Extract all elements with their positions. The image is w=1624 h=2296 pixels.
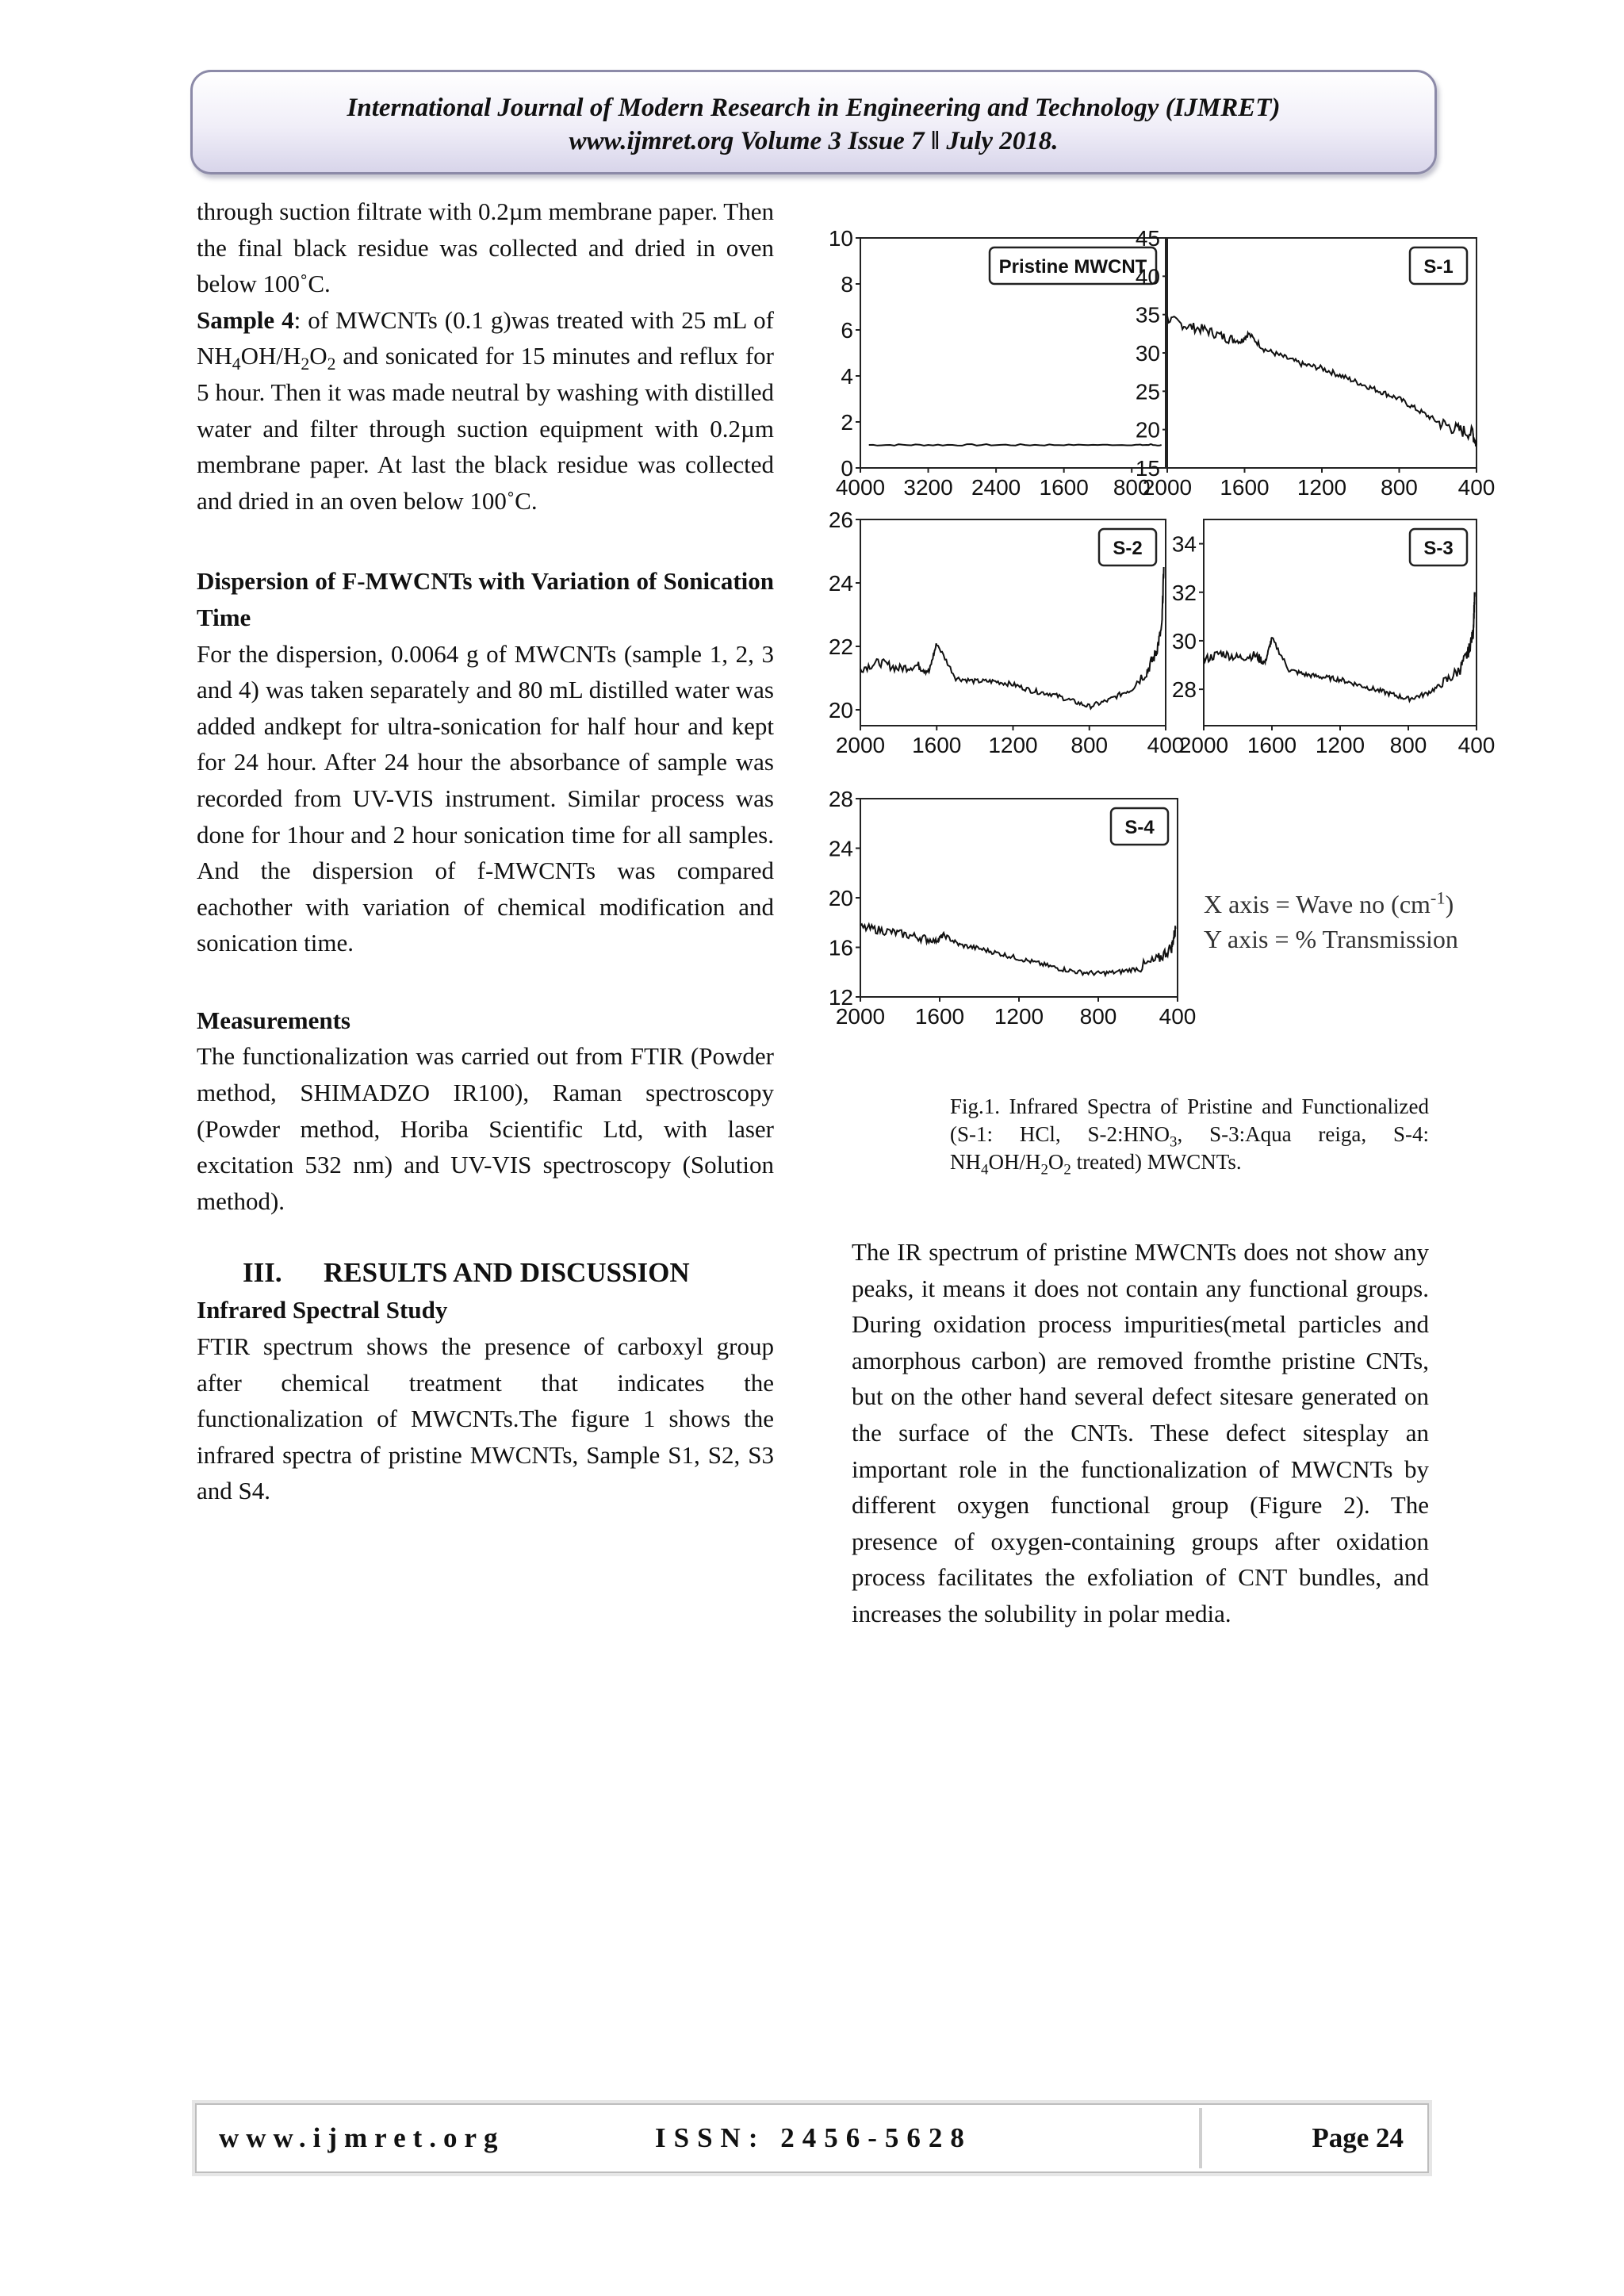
y-tick-label: 34	[1171, 531, 1197, 557]
x-tick-label: 1600	[914, 1004, 965, 1029]
caption-text-a: Fig.1. Infrared Spectra of Pristine and Functionalized (S-1: HCl, S-2:HNO	[950, 1094, 1429, 1146]
x-tick-label: 3200	[903, 475, 953, 500]
panel-title: S-3	[1423, 538, 1454, 559]
journal-title: International Journal of Modern Research in Engineering and Technology (IJMRET)	[347, 94, 1281, 122]
x-tick-label: 2000	[1178, 733, 1229, 757]
y-tick-label: 25	[1135, 379, 1160, 404]
x-tick-label: 2000	[835, 733, 886, 757]
caption-text-d: O	[1048, 1150, 1064, 1174]
y-tick-label: 20	[828, 886, 853, 910]
x-tick-label: 1600	[912, 733, 962, 757]
x-tick-label: 800	[1113, 475, 1151, 500]
y-tick-label: 20	[1135, 417, 1160, 443]
legend-x	[1204, 887, 1458, 922]
x-tick-label: 1200	[988, 733, 1038, 757]
panel-title: S-1	[1423, 256, 1454, 278]
x-tick-label: 400	[1457, 475, 1496, 500]
panel-title: S-2	[1113, 538, 1143, 559]
y-tick-label: 45	[1135, 226, 1160, 251]
footer-divider	[1199, 2108, 1202, 2168]
x-tick-label: 400	[1159, 1004, 1197, 1029]
x-tick-label: 800	[1079, 1004, 1117, 1029]
sub: 3	[1170, 1133, 1178, 1151]
sub: 4	[981, 1161, 989, 1179]
legend-x-text: X axis = Wave no (cm	[1204, 890, 1431, 918]
left-column	[197, 194, 774, 1509]
footer-site: www.ijmret.org	[219, 2122, 505, 2153]
caption-text-c: OH/H	[988, 1150, 1041, 1174]
paragraph-ir: FTIR spectrum shows the presence of carboxyl group after chemical treatment that indicates the functionalization of MWCNTs.The figure 1 shows the infrared spectra of pristine MWCNTs, Sample S1, S2, S3 and S4.	[197, 1332, 774, 1505]
sample4-text-a: : of MWCNTs (0.1 g)was treated with 25 mL of NH	[197, 305, 774, 370]
x-tick-label: 800	[1071, 733, 1109, 757]
legend-x-close: )	[1445, 890, 1454, 918]
figure-caption	[950, 1093, 1430, 1179]
measurements-heading	[197, 1002, 774, 1039]
panel-title: Pristine MWCNT	[998, 256, 1147, 278]
y-tick-label: 15	[1135, 456, 1160, 481]
x-tick-label: 1600	[1039, 475, 1089, 500]
y-tick-label: 28	[1171, 677, 1197, 703]
x-tick-label: 1200	[1297, 475, 1347, 500]
y-tick-label: 40	[1135, 264, 1160, 289]
paragraph-sample3-end: through suction filtrate with 0.2µm membrane paper. Then the final black residue was collected and dried in oven below 100˚C.	[197, 197, 774, 298]
y-tick-label: 24	[828, 836, 853, 861]
legend-y: Y axis = % Transmission	[1204, 925, 1458, 953]
y-tick-label: 8	[841, 272, 853, 297]
y-tick-label: 12	[828, 985, 853, 1010]
sample4-text-d: and sonicated for 15 minutes and reflux for 5 hour. Then it was made neutral by washing with distilled water and filter through suction equipment with 0.2µm membrane paper. At last the black residue was collected and dried in an oven below 100˚C.	[197, 342, 774, 515]
section-title: RESULTS AND DISCUSSION	[324, 1257, 690, 1289]
section-heading	[197, 1254, 774, 1292]
spectrum-line	[860, 924, 1176, 975]
caption-text-e: treated) MWCNTs.	[1071, 1150, 1242, 1174]
x-tick-label: 400	[1147, 733, 1185, 757]
paragraph-measurements: The functionalization was carried out from FTIR (Powder method, SHIMADZO IR100), Raman spectroscopy (Powder method, Horiba Scientific Ltd, with laser excitation 532 nm) and UV-VIS spectroscopy (Solution method).	[197, 1042, 774, 1215]
section-number: III.	[243, 1257, 282, 1289]
measurements-heading-text: Measurements	[197, 1006, 350, 1034]
y-tick-label: 32	[1171, 580, 1197, 605]
y-tick-label: 30	[1135, 341, 1160, 366]
x-tick-label: 1200	[1315, 733, 1365, 757]
y-tick-label: 35	[1135, 302, 1160, 328]
x-tick-label: 4000	[835, 475, 886, 500]
spectrum-line	[1204, 592, 1475, 701]
sub: 2	[301, 355, 310, 374]
x-tick-label: 1200	[994, 1004, 1044, 1029]
paragraph-ir-discussion: The IR spectrum of pristine MWCNTs does not show any peaks, it means it does not contain any functional groups. During oxidation process impurities(metal particles and amorphous carbon) are removed fromthe pristine CNTs, but on the other hand several defect sitesare generated on the surface of the CNTs. These defect sitesplay an important role in the functionalization of MWCNTs by different oxygen functional group (Figure 2). The presence of oxygen-containing groups after oxidation process facilitates the exfoliation of CNT bundles, and increases the solubility in polar media.	[852, 1238, 1429, 1627]
sup: -1	[1430, 887, 1446, 908]
sample4-label: Sample 4	[197, 305, 294, 334]
y-tick-label: 26	[828, 508, 853, 532]
caption-text-b: , S-3:Aqua reiga, S-4: NH	[950, 1122, 1430, 1174]
x-tick-label: 800	[1389, 733, 1427, 757]
sub: 2	[1040, 1161, 1048, 1179]
y-tick-label: 4	[841, 364, 853, 389]
x-tick-label: 400	[1457, 733, 1496, 757]
x-tick-label: 2000	[1142, 475, 1193, 500]
footer-page-number: Page 24	[1312, 2122, 1404, 2153]
spectrum-panel-2	[1136, 226, 1496, 500]
sub: 2	[327, 355, 336, 374]
spectrum-panel-1	[829, 226, 1166, 500]
sub: 2	[1063, 1161, 1071, 1179]
spectrum-line	[860, 567, 1164, 709]
y-tick-label: 0	[841, 456, 853, 481]
x-tick-label: 800	[1381, 475, 1418, 500]
ir-heading-text: Infrared Spectral Study	[197, 1296, 448, 1324]
journal-header	[190, 70, 1437, 174]
x-tick-label: 1600	[1247, 733, 1297, 757]
journal-issue: www.ijmret.org Volume 3 Issue 7 ǁ July 2018.	[569, 127, 1059, 155]
figure-legend	[1204, 887, 1458, 956]
x-tick-label: 2000	[835, 1004, 886, 1029]
paragraph-sample4	[197, 302, 774, 519]
footer-issn: ISSN: 2456-5628	[655, 2122, 972, 2153]
paragraph-dispersion: For the dispersion, 0.0064 g of MWCNTs (sample 1, 2, 3 and 4) was taken separately and 80 mL distilled water was added andkept for ultra-sonication for half hour and kept for 24 hour. After 24 hour the absorbance of sample was recorded from UV-VIS instrument. Similar process was done for 1hour and 2 hour sonication time for all samples. And the dispersion of f-MWCNTs was compared eachother with variation of chemical modification and sonication time.	[197, 639, 774, 957]
x-tick-label: 2400	[971, 475, 1021, 500]
sub: 4	[232, 355, 241, 374]
spectrum-line	[1167, 316, 1477, 447]
ir-heading	[197, 1292, 774, 1328]
y-tick-label: 6	[841, 318, 853, 343]
sample4-text-b: OH/H	[240, 342, 301, 370]
y-tick-label: 30	[1171, 628, 1197, 654]
y-tick-label: 20	[828, 698, 853, 723]
y-tick-label: 24	[828, 571, 853, 596]
page-footer	[195, 2103, 1429, 2173]
spectrum-panel-5	[829, 787, 1197, 1029]
spectrum-line	[869, 444, 1162, 446]
y-tick-label: 2	[841, 410, 853, 435]
x-tick-label: 1600	[1220, 475, 1270, 500]
panel-title: S-4	[1124, 817, 1155, 838]
sample4-text-c: O	[309, 342, 327, 370]
dispersion-heading	[197, 563, 774, 635]
y-tick-label: 22	[828, 634, 853, 659]
right-column	[852, 1234, 1429, 1632]
dispersion-heading-text: Dispersion of F-MWCNTs with Variation of Sonication Time	[197, 567, 774, 631]
spectrum-panel-4	[1172, 519, 1496, 757]
spectrum-panel-3	[829, 508, 1185, 757]
y-tick-label: 28	[828, 787, 853, 811]
y-tick-label: 10	[828, 226, 853, 251]
y-tick-label: 16	[828, 935, 853, 960]
